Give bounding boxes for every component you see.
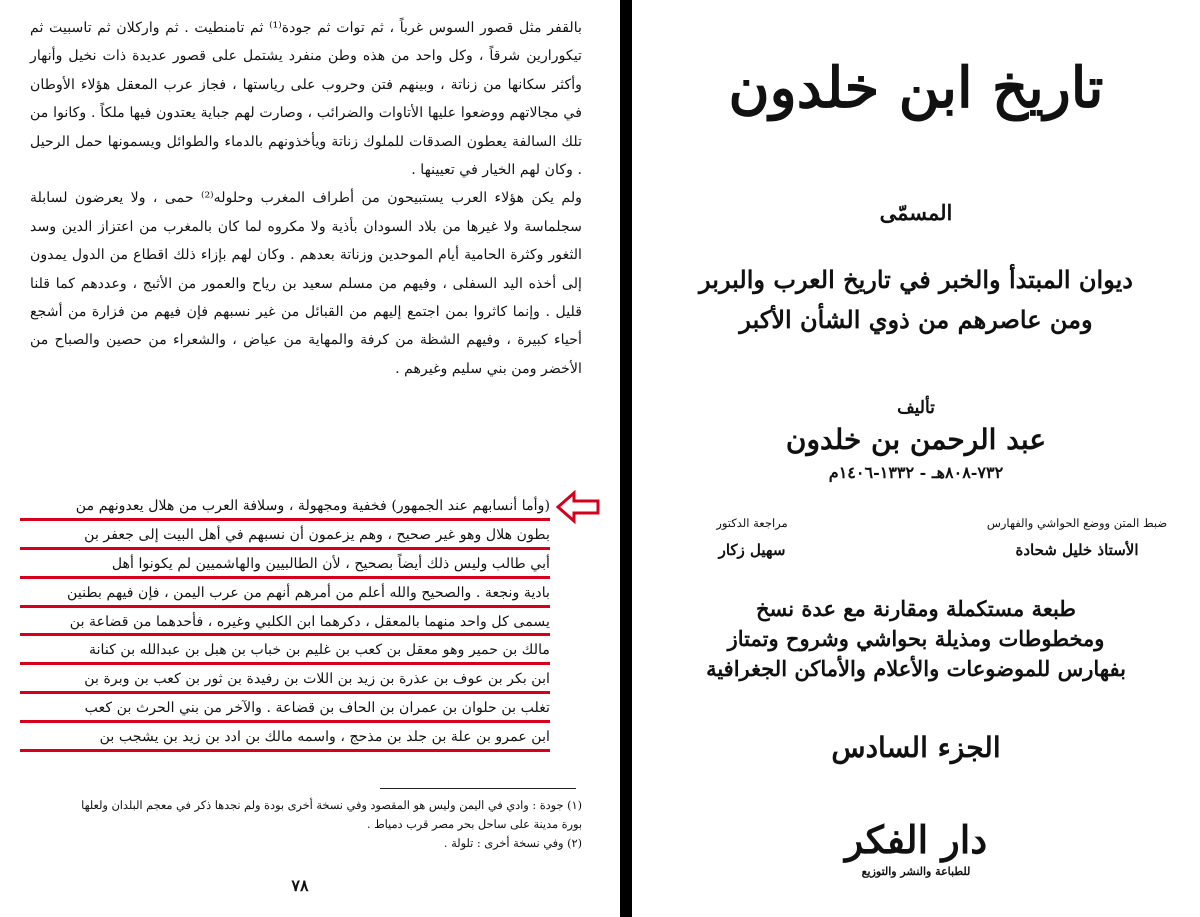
footnote-line: (١) جودة : وادي في اليمن وليس هو المقصود وفي نسخة أخرى بودة ولم نجدها ذكر في معجم البلدان ولعلها [81,799,582,812]
edition-note-line: بفهارس للموضوعات والأعلام والأماكن الجغرافية [706,656,1126,681]
highlighted-passage [20,492,550,752]
called-label: المسمّى [879,200,953,225]
volume-label: الجزء السادس [831,731,1001,764]
footnotes [30,796,582,853]
highlighted-line: مالك بن حمير وهو معقل بن كعب بن غليم بن خباب بن هبل بن عبدالله بن كنانة [20,636,550,665]
highlighted-line: يسمى كل واحد منهما بالمعقل ، دكرهما ابن الكلبي وغيره ، فأحدهما من قضاعة بن [20,608,550,637]
body-text [30,14,582,383]
editor-credit [962,513,1192,564]
title-page [632,0,1200,917]
paragraph-2: ولم يكن هؤلاء العرب يستبيحون من أطراف المغرب وحلوله⁽²⁾ حمى ، ولا يعرضون لسابلة سجلماسة ولا غيرها من بلاد السودان بأذية ولا مكروه لما كان بالمغرب من اعتزاز الدين وسد الثغور وكثرة الحامية أيام الموحدين وزناتة بعدهم . وكان لهم بإزاء ذلك اقطاع من الدول يمدون إلى أخذه اليد السفلى ، وفيهم من مسلم سعيد بن رياح والعمور من الأثبج ، وعددهم كما قلنا قليل . وإنما كاثروا بمن اجتمع إليهم من القبائل من غير نسبهم فإن فيهم من فزارة من أشجع أحياء كبيرة ، وفيهم الشظة من كرفة والمهاية من عياض ، والشعراء من حصين والصباح من الأخضر ومن بني سليم وغيرهم . [30,190,582,377]
highlighted-line: بطون هلال وهو غير صحيح ، وهم يزعمون أن نسبهم في أهل البيت إلى جعفر بن [20,521,550,550]
footnote-line: بورة مدينة على ساحل بحر مصر قرب دمياط . [366,818,582,831]
paragraph-1: بالقفر مثل قصور السوس غرباً ، ثم توات ثم جودة⁽¹⁾ ثم تامنطيت . ثم واركلان ثم تاسبيت ثم تيكورارين شرقاً ، وكل واحد من هذه وطن منفرد يشتمل على قصور عديدة ذات نخيل وأنهار وأكثر سكانها من زناتة ، وبينهم فتن وحروب على رياستها ، فجاز عرب المعقل هؤلاء الأوطان في مجالاتهم ووضعوا عليها الأتاوات والضرائب ، وصارت لهم جباية يعتدون فيها ملكاً . وكانوا من تلك السالفة يعطون الصدقات للملوك زناتة ويأخذونهم بالدماء والطوائل ويسمونها حمل الرحيل . وكان لهم الخيار في تعيينها . [30,20,582,179]
highlighted-line: ابن عمرو بن علة بن جلد بن مذحج ، واسمه مالك بن ادد بن زيد بن يشجب بن [20,723,550,752]
left-arrow-icon [556,490,600,524]
highlighted-line: أبي طالب وليس ذلك أيضاً بصحيح ، لأن الطالبيين والهاشميين لم يكونوا أهل [20,550,550,579]
highlighted-line: ابن بكر بن عوف بن عذرة بن زيد بن اللات بن رفيدة بن ثور بن كعب بن وبرة بن [20,665,550,694]
reviewer-credit [662,513,842,564]
publisher-logo: دار الفكر [844,817,988,862]
highlighted-line: (وأما أنسابهم عند الجمهور) فخفية ومجهولة ، وسلافة العرب من هلال يعدونهم من [20,492,550,521]
book-title: تاريخ ابن خلدون [728,55,1104,121]
page-number: ٧٨ [291,876,309,895]
edition-note-line: طبعة مستكملة ومقارنة مع عدة نسخ [755,596,1077,621]
edition-note-line: ومخطوطات ومذيلة بحواشي وشروح وتمتاز [727,626,1105,651]
reviewer-role: مراجعة الدكتور [716,516,788,530]
authored-by-label: تأليف [897,398,935,418]
reviewer-name: سهيل زكار [718,541,786,559]
editor-name: الأستاذ خليل شحادة [1015,541,1139,559]
publisher-tagline: للطباعة والنشر والتوزيع [861,865,971,878]
footnote-line: (٢) وفي نسخة أخرى : تلولة . [443,837,582,850]
author-dates: ٧٣٢-٨٠٨هـ - ١٣٣٢-١٤٠٦م [828,463,1004,482]
editor-role: ضبط المتن ووضع الحواشي والفهارس [986,516,1168,530]
highlighted-line: تغلب بن حلوان بن عمران بن الحاف بن قضاعة . والآخر من بني الحرث بن كعب [20,694,550,723]
subtitle-line-2: ومن عاصرهم من ذوي الشأن الأكبر [739,305,1093,334]
highlighted-line: بادية ونجعة . والصحيح والله أعلم من أمرهم أنهم من عرب اليمن ، فإن فيهم بطنين [20,579,550,608]
page-spine [620,0,632,917]
footnote-divider [380,788,576,789]
author-name: عبد الرحمن بن خلدون [785,423,1047,456]
subtitle-line-1: ديوان المبتدأ والخبر في تاريخ العرب والبربر [699,265,1133,294]
